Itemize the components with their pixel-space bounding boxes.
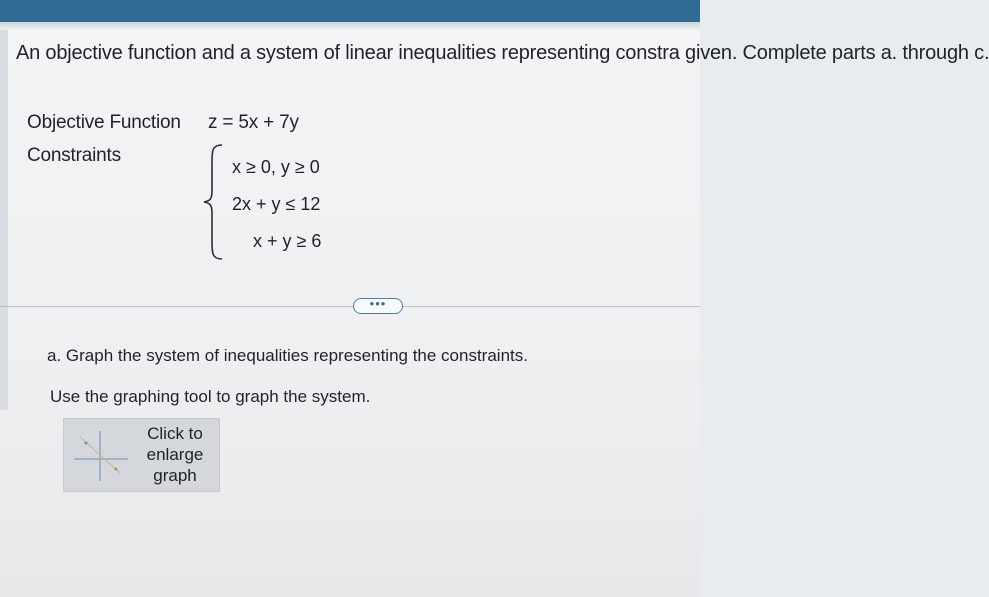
constraint-x-plus-y: x + y ≥ 6 xyxy=(253,231,322,251)
question-intro: An objective function and a system of linear inequalities representing constra given. Complete parts a. through c. xyxy=(16,42,989,64)
objective-function-label: Objective Function xyxy=(27,112,181,133)
objective-function-expression: z = 5x + 7y xyxy=(208,112,299,133)
enlarge-graph-label: Click to enlarge graph xyxy=(146,424,204,485)
graph-thumbnail-icon xyxy=(70,425,130,485)
section-divider xyxy=(0,306,700,307)
graphing-instruction: Use the graphing tool to graph the system. xyxy=(50,387,371,406)
enlarge-graph-button[interactable] xyxy=(63,418,220,492)
browser-top-bar xyxy=(0,0,700,22)
top-bar-shadow xyxy=(0,22,700,30)
constraint-2x-plus-y: 2x + y ≤ 12 xyxy=(232,194,321,214)
expand-more-button[interactable]: ••• xyxy=(353,298,403,314)
left-margin-strip xyxy=(0,30,8,410)
constraints-label: Constraints xyxy=(27,145,121,166)
constraint-nonnegativity: x ≥ 0, y ≥ 0 xyxy=(232,157,320,177)
constraints-brace xyxy=(198,143,228,261)
part-a-prompt: a. Graph the system of inequalities representing the constraints. xyxy=(47,346,528,365)
